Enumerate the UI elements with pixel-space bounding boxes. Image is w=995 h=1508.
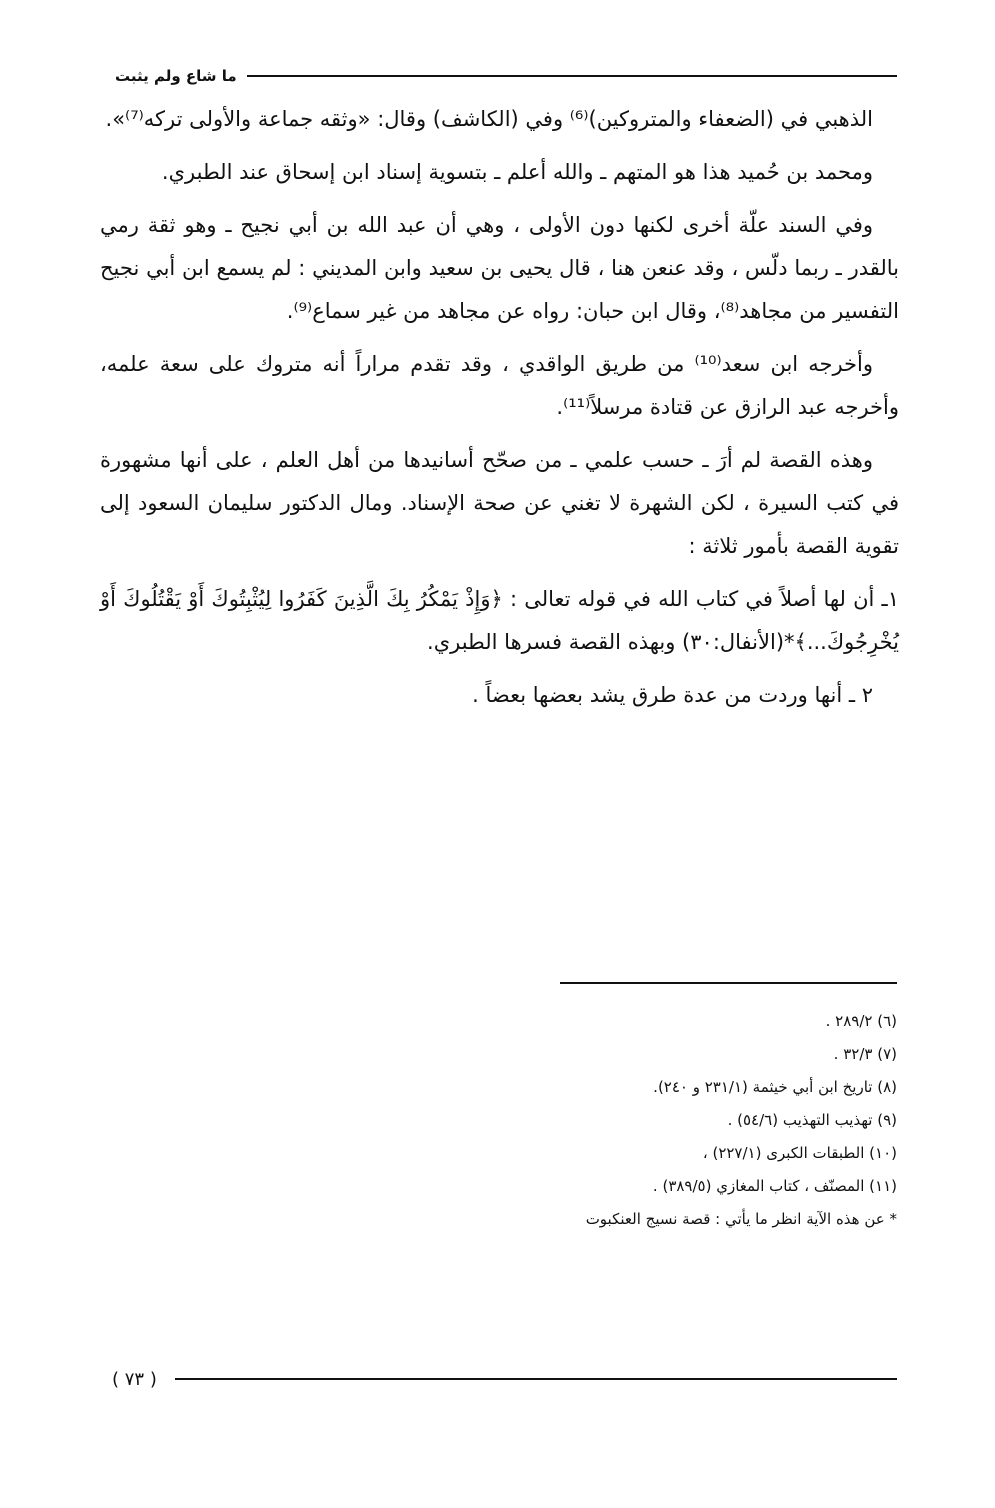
paragraph: الذهبي في (الضعفاء والمتروكين)⁽⁶⁾ وفي (الكاشف) وقال: «وثقه جماعة والأولى تركه⁽⁷⁾».: [105, 107, 873, 131]
footnotes: [100, 1005, 897, 1236]
header-rule: [247, 75, 897, 77]
footnote: (٧) ٣٢/٣ .: [833, 1045, 897, 1063]
footnote-separator: [560, 982, 897, 984]
footnote: (٦) ٢٨٩/٢ .: [825, 1012, 897, 1030]
page-footer: [112, 1364, 897, 1394]
main-text: [100, 98, 899, 727]
footnote: (٩) تهذيب التهذيب (٥٤/٦) .: [727, 1111, 897, 1129]
paragraph: وهذه القصة لم أرَ ـ حسب علمي ـ من صحّح أسانيدها من أهل العلم ، على أنها مشهورة في كتب السيرة ، لكن الشهرة لا تغني عن صحة الإسناد. ومال الدكتور سليمان السعود إلى تقوية القصة بأمور ثلاثة :: [100, 448, 899, 558]
paragraph: ومحمد بن حُميد هذا هو المتهم ـ والله أعلم ـ بتسوية إسناد ابن إسحاق عند الطبري.: [161, 160, 873, 184]
footnote: * عن هذه الآية انظر ما يأتي : قصة نسيج العنكبوت: [585, 1210, 897, 1228]
running-header-title: ما شاع ولم يثبت: [115, 67, 237, 85]
footnote: (١١) المصنّف ، كتاب المغازي (٣٨٩/٥) .: [652, 1177, 897, 1195]
footer-rule: [175, 1378, 897, 1380]
running-header: [115, 62, 897, 90]
paragraph: وفي السند علّة أخرى لكنها دون الأولى ، وهي أن عبد الله بن أبي نجيح ـ وهو ثقة رمي بالقدر ـ ربما دلّس ، وقد عنعن هنا ، قال يحيى بن سعيد وابن المديني : لم يسمع ابن أبي نجيح التفسير من مجاهد⁽⁸⁾، وقال ابن حبان: رواه عن مجاهد من غير سماع⁽⁹⁾.: [100, 213, 899, 323]
list-item: ٢ ـ أنها وردت من عدة طرق يشد بعضها بعضاً .: [472, 683, 873, 707]
page-number: ( ٧٣ ): [112, 1368, 157, 1390]
paragraph: وأخرجه ابن سعد⁽¹⁰⁾ من طريق الواقدي ، وقد تقدم مراراً أنه متروك على سعة علمه، وأخرجه عبد الرازق عن قتادة مرسلاً⁽¹¹⁾.: [100, 352, 899, 419]
footnote: (١٠) الطبقات الكبرى (٢٢٧/١) ،: [702, 1144, 897, 1162]
list-item: ١ـ أن لها أصلاً في كتاب الله في قوله تعالى : ﴿وَإِذْ يَمْكُرُ بِكَ الَّذِينَ كَفَرُوا لِيُثْبِتُوكَ أَوْ يَقْتُلُوكَ أَوْ يُخْرِجُوكَ...﴾*(الأنفال:٣٠) وبهذه القصة فسرها الطبري.: [100, 587, 899, 654]
footnote: (٨) تاريخ ابن أبي خيثمة (٢٣١/١ و ٢٤٠).: [653, 1078, 897, 1096]
